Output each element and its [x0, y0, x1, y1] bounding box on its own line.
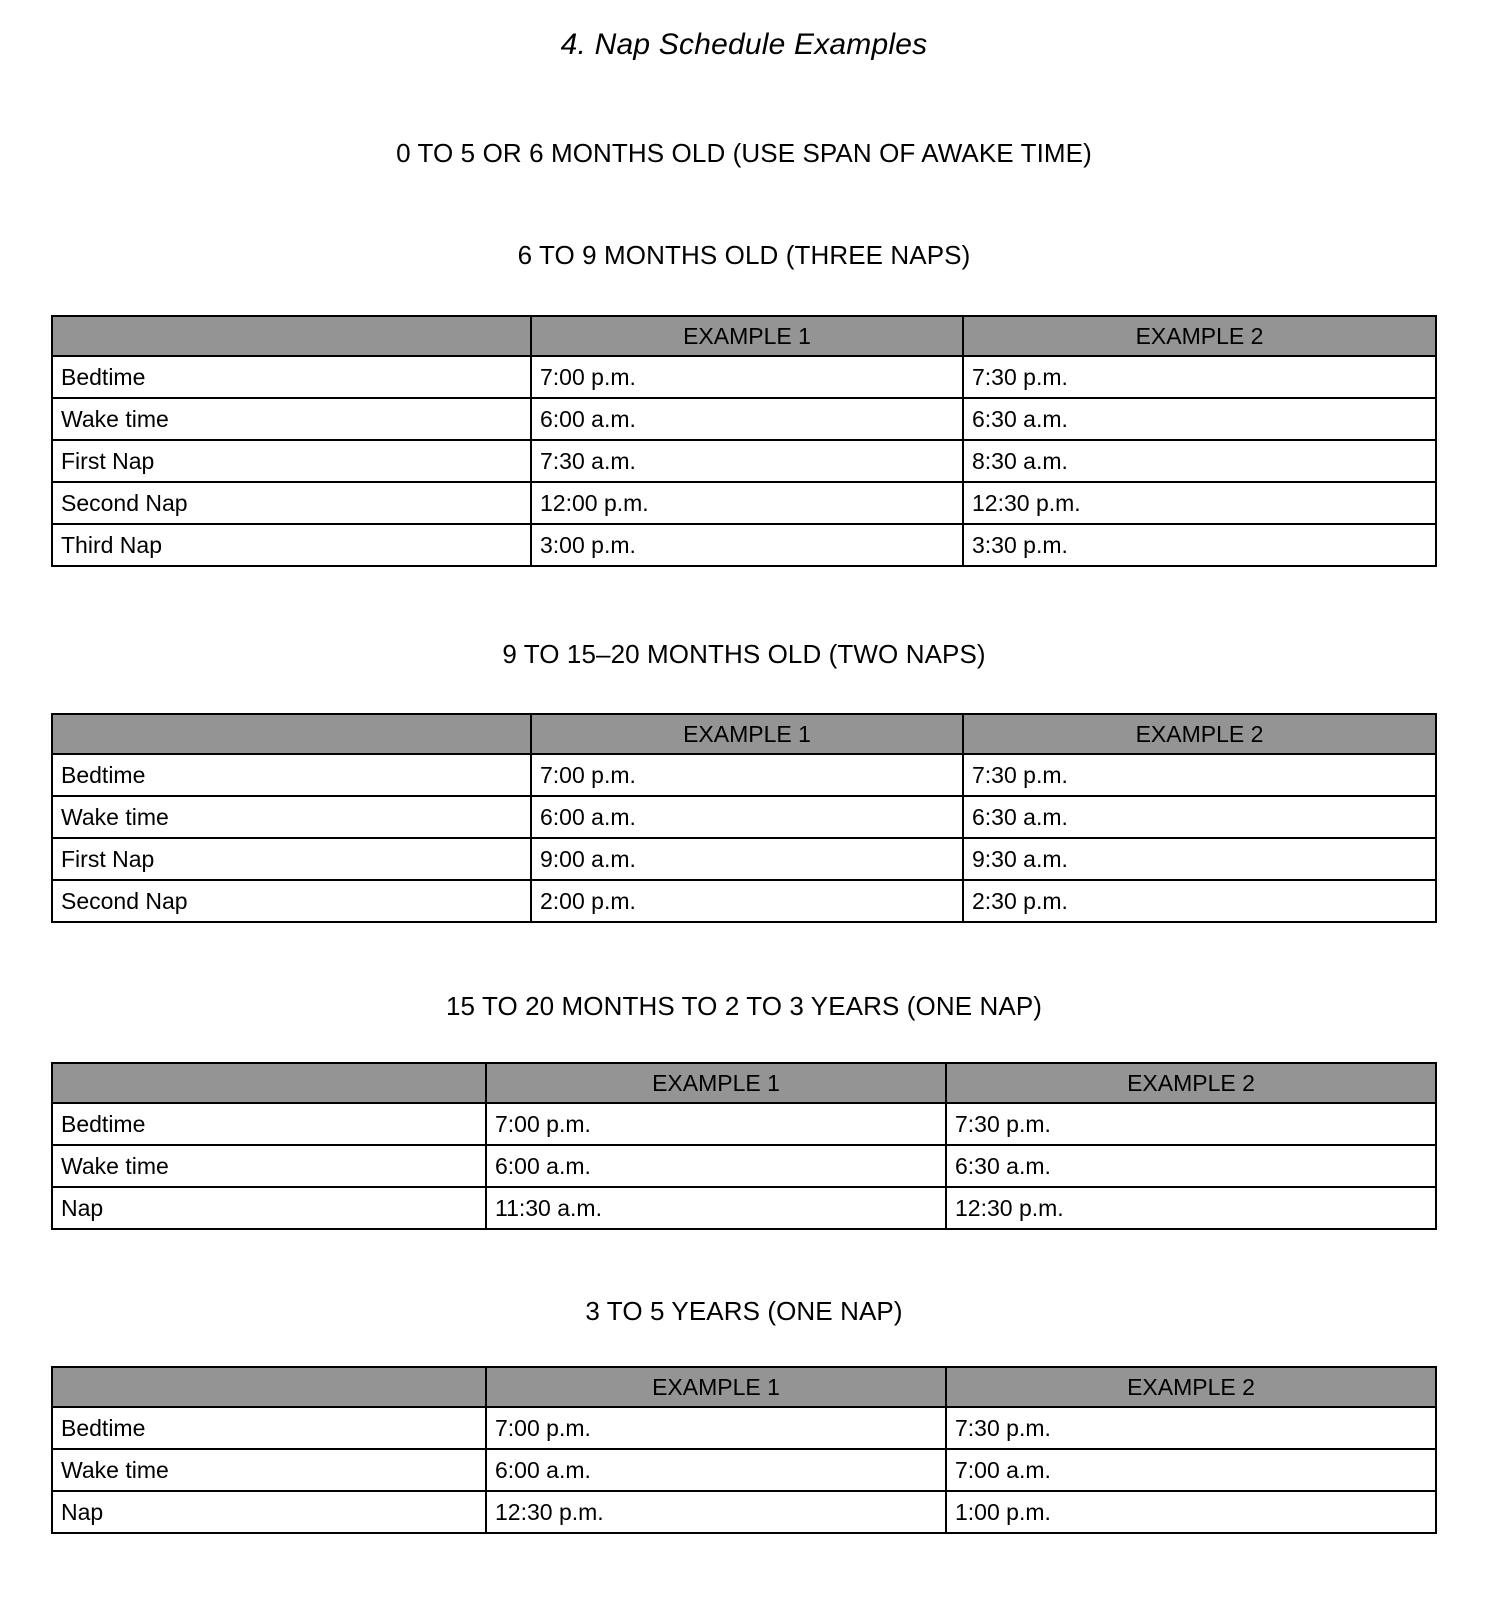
table-header-row [52, 714, 1436, 754]
row-label: First Nap [52, 838, 531, 880]
table-row [52, 838, 1436, 880]
cell-example-1: 12:30 p.m. [486, 1491, 946, 1533]
table-row [52, 880, 1436, 922]
cell-example-2: 6:30 a.m. [963, 398, 1436, 440]
cell-example-2: 7:00 a.m. [946, 1449, 1436, 1491]
nap-schedule-table-9-to-15-20-months-wrap [0, 713, 1488, 923]
row-label: Wake time [52, 1449, 486, 1491]
column-header-label [52, 316, 531, 356]
column-header-example-1: EXAMPLE 1 [531, 316, 963, 356]
section-heading-3-to-5-years: 3 TO 5 YEARS (ONE NAP) [585, 1296, 903, 1326]
row-label: First Nap [52, 440, 531, 482]
section-heading-15-to-20-months-to-3-years: 15 TO 20 MONTHS TO 2 TO 3 YEARS (ONE NAP) [445, 991, 1043, 1021]
table-row [52, 356, 1436, 398]
table-row [52, 440, 1436, 482]
row-label: Nap [52, 1491, 486, 1533]
cell-example-2: 12:30 p.m. [963, 482, 1436, 524]
row-label: Bedtime [52, 1103, 486, 1145]
table-header-row [52, 1367, 1436, 1407]
cell-example-2: 12:30 p.m. [946, 1187, 1436, 1229]
table-header-row [52, 1063, 1436, 1103]
cell-example-1: 6:00 a.m. [486, 1449, 946, 1491]
cell-example-1: 7:00 p.m. [486, 1407, 946, 1449]
nap-schedule-table-3-to-5-years [51, 1366, 1437, 1534]
column-header-example-2: EXAMPLE 2 [946, 1367, 1436, 1407]
cell-example-1: 7:30 a.m. [531, 440, 963, 482]
section-heading-6-to-9-months: 6 TO 9 MONTHS OLD (THREE NAPS) [517, 240, 971, 270]
table-row [52, 1407, 1436, 1449]
row-label: Wake time [52, 398, 531, 440]
column-header-example-1: EXAMPLE 1 [486, 1063, 946, 1103]
row-label: Second Nap [52, 482, 531, 524]
row-label: Wake time [52, 1145, 486, 1187]
nap-schedule-table-15-months-to-3-years [51, 1062, 1437, 1230]
nap-schedule-table-6-to-9-months-wrap [0, 315, 1488, 567]
table-row [52, 482, 1436, 524]
cell-example-2: 1:00 p.m. [946, 1491, 1436, 1533]
cell-example-2: 8:30 a.m. [963, 440, 1436, 482]
cell-example-2: 3:30 p.m. [963, 524, 1436, 566]
cell-example-2: 7:30 p.m. [946, 1407, 1436, 1449]
cell-example-1: 3:00 p.m. [531, 524, 963, 566]
cell-example-1: 11:30 a.m. [486, 1187, 946, 1229]
row-label: Nap [52, 1187, 486, 1229]
cell-example-2: 7:30 p.m. [963, 356, 1436, 398]
row-label: Bedtime [52, 754, 531, 796]
table-row [52, 1491, 1436, 1533]
row-label: Bedtime [52, 356, 531, 398]
cell-example-1: 2:00 p.m. [531, 880, 963, 922]
table-row [52, 1187, 1436, 1229]
nap-schedule-table-9-to-15-20-months [51, 713, 1437, 923]
row-label: Wake time [52, 796, 531, 838]
column-header-example-2: EXAMPLE 2 [946, 1063, 1436, 1103]
row-label: Second Nap [52, 880, 531, 922]
column-header-example-1: EXAMPLE 1 [531, 714, 963, 754]
cell-example-2: 7:30 p.m. [946, 1103, 1436, 1145]
cell-example-2: 7:30 p.m. [963, 754, 1436, 796]
cell-example-1: 9:00 a.m. [531, 838, 963, 880]
row-label: Third Nap [52, 524, 531, 566]
cell-example-2: 6:30 a.m. [946, 1145, 1436, 1187]
table-row [52, 1103, 1436, 1145]
cell-example-1: 7:00 p.m. [486, 1103, 946, 1145]
cell-example-1: 6:00 a.m. [486, 1145, 946, 1187]
cell-example-2: 9:30 a.m. [963, 838, 1436, 880]
cell-example-1: 7:00 p.m. [531, 754, 963, 796]
nap-schedule-table-15-months-to-3-years-wrap [0, 1062, 1488, 1230]
nap-schedule-table-3-to-5-years-wrap [0, 1366, 1488, 1534]
table-row [52, 1145, 1436, 1187]
column-header-label [52, 1063, 486, 1103]
table-row [52, 524, 1436, 566]
row-label: Bedtime [52, 1407, 486, 1449]
table-row [52, 398, 1436, 440]
table-header-row [52, 316, 1436, 356]
cell-example-1: 6:00 a.m. [531, 398, 963, 440]
cell-example-1: 7:00 p.m. [531, 356, 963, 398]
nap-schedule-table-6-to-9-months [51, 315, 1437, 567]
table-row [52, 754, 1436, 796]
cell-example-1: 12:00 p.m. [531, 482, 963, 524]
table-row [52, 796, 1436, 838]
column-header-example-1: EXAMPLE 1 [486, 1367, 946, 1407]
section-heading-9-to-15-20-months: 9 TO 15–20 MONTHS OLD (TWO NAPS) [502, 639, 986, 669]
section-heading-0-to-6-months: 0 TO 5 OR 6 MONTHS OLD (USE SPAN OF AWAKE TIME) [396, 138, 1092, 168]
cell-example-2: 6:30 a.m. [963, 796, 1436, 838]
cell-example-2: 2:30 p.m. [963, 880, 1436, 922]
column-header-example-2: EXAMPLE 2 [963, 714, 1436, 754]
table-row [52, 1449, 1436, 1491]
column-header-label [52, 714, 531, 754]
column-header-example-2: EXAMPLE 2 [963, 316, 1436, 356]
cell-example-1: 6:00 a.m. [531, 796, 963, 838]
page-title: 4. Nap Schedule Examples [560, 28, 928, 61]
column-header-label [52, 1367, 486, 1407]
